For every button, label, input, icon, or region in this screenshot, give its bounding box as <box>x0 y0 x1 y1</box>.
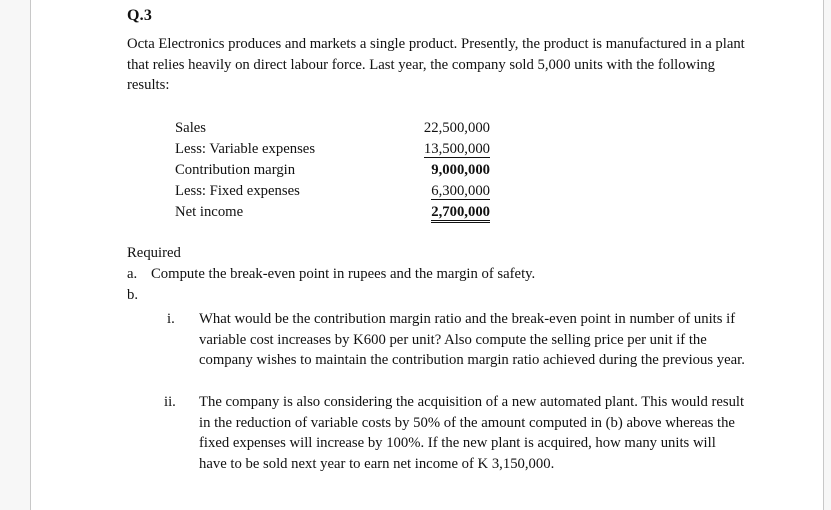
row-value: 9,000,000 <box>431 162 490 178</box>
list-marker: a. <box>127 266 138 282</box>
requirement-a <box>127 264 535 285</box>
document-page <box>30 0 824 510</box>
row-label: Contribution margin <box>175 162 296 178</box>
table-row-variable-expenses <box>175 139 490 160</box>
requirement-text: Compute the break-even point in rupees and the margin of safety. <box>151 266 536 282</box>
row-label: Less: Fixed expenses <box>175 183 300 199</box>
list-marker: b. <box>127 287 139 303</box>
income-statement-table <box>175 118 490 223</box>
row-value: 6,300,000 <box>431 183 490 199</box>
table-row-contribution-margin <box>175 160 490 181</box>
required-heading: Required <box>127 245 181 261</box>
table-row-net-income <box>175 202 490 223</box>
requirement-text: The company is also considering the acquisition of a new automated plant. This would result in the reduction of variable costs by 50% of the amount computed in (b) above whereas the fixed expenses will increase by 100%. If the new plant is acquired, how many units will have to be sold next year to earn net income of K 3,150,000. <box>199 394 745 473</box>
question-intro: Octa Electronics produces and markets a single product. Presently, the product is manufactured in a plant that relies heavily on direct labour force. Last year, the company sold 5,000 units with the following results: <box>127 36 745 94</box>
requirement-b <box>127 285 151 306</box>
row-value: 13,500,000 <box>423 141 490 157</box>
question-title: Q.3 <box>127 7 153 24</box>
row-value: 2,700,000 <box>431 204 490 223</box>
requirement-text: What would be the contribution margin ratio and the break-even point in number of units if variable cost increases by K600 per unit? Also compute the selling price per unit if the company wishes to maintain the contribution margin ratio achieved during the previous year. <box>199 311 745 369</box>
row-value: 22,500,000 <box>423 120 490 136</box>
table-row-sales <box>175 118 490 139</box>
row-label: Less: Variable expenses <box>175 141 316 157</box>
list-marker: ii. <box>164 394 176 410</box>
row-label: Sales <box>175 120 207 136</box>
table-row-fixed-expenses <box>175 181 490 202</box>
row-label: Net income <box>175 204 244 220</box>
list-marker: i. <box>167 311 175 327</box>
